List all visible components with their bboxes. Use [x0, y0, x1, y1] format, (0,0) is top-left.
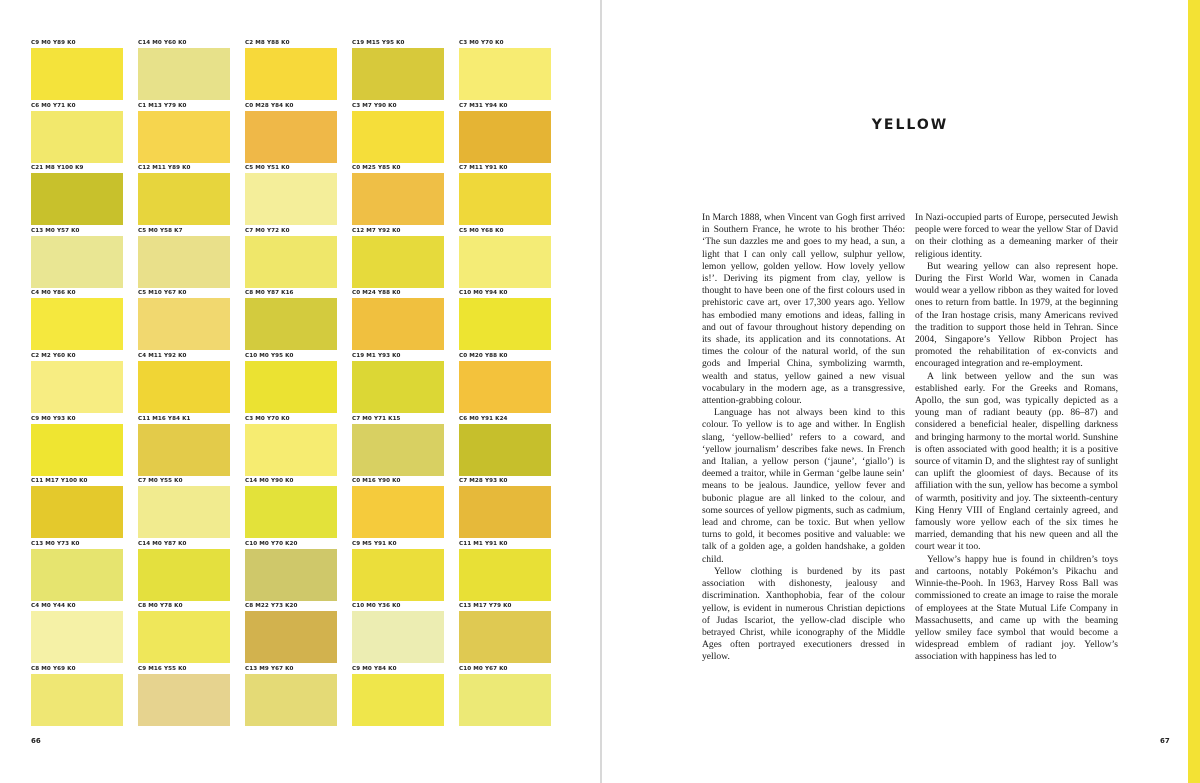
- color-swatch: [245, 298, 337, 350]
- swatch-cell: [459, 228, 551, 290]
- body-paragraph: In March 1888, when Vincent van Gogh first arrived in Southern France, he wrote to his brother Théo: ‘The sun dazzles me and goes to my head, a sun, a light that I can only call yellow, sulphur yellow, lemon yellow, golden yellow. How lovely yellow is!’. Deriving its pigment from clay, yellow is thought to have been one of the first colours used in prehistoric cave art, over 17,300 years ago. Yellow has embodied many emotions and ideas, falling in and out of favour throughout history depending on its shade, its application and its connotations. At times the colour of the natural world, of the sun gods and Imperial China, symbolizing warmth, wealth and status, yellow gained a new visual vocabulary in the modern age, as a transgressive, attention-grabbing colour.: [702, 212, 905, 407]
- swatch-cell: [352, 541, 444, 603]
- color-swatch: [31, 298, 123, 350]
- swatch-label: C4 M11 Y92 K0: [138, 353, 187, 359]
- swatch-cell: [31, 290, 123, 352]
- swatch-label: C11 M16 Y84 K1: [138, 415, 191, 422]
- color-swatch: [31, 361, 123, 413]
- swatch-cell: [459, 40, 551, 102]
- swatch-cell: [31, 228, 123, 290]
- color-swatch: [245, 611, 337, 663]
- swatch-label: C11 M17 Y100 K0: [31, 478, 88, 485]
- swatch-cell: [459, 603, 551, 665]
- color-swatch: [31, 48, 123, 100]
- swatch-label: C0 M16 Y90 K0: [352, 478, 401, 485]
- swatch-label: C5 M0 Y68 K0: [459, 227, 504, 234]
- swatch-label: C7 M31 Y94 K0: [459, 102, 508, 109]
- swatch-label: C14 M0 Y87 K0: [138, 540, 187, 547]
- swatch-label: C13 M0 Y57 K0: [31, 227, 80, 234]
- body-paragraph: In Nazi-occupied parts of Europe, persecuted Jewish people were forced to wear the yellow Star of David on their clothing as a demeaning marker of their religious identity.: [915, 212, 1118, 260]
- swatch-cell: [138, 666, 230, 728]
- swatch-cell: [31, 478, 123, 540]
- swatch-label: C3 M0 Y70 K0: [459, 40, 504, 46]
- color-swatch: [352, 111, 444, 163]
- swatch-label: C6 M0 Y91 K24: [459, 415, 508, 422]
- swatch-cell: [245, 478, 337, 540]
- color-swatch: [138, 674, 230, 726]
- swatch-cell: [138, 353, 230, 415]
- color-swatch: [459, 424, 551, 476]
- swatch-cell: [138, 541, 230, 603]
- swatch-label: C10 M0 Y94 K0: [459, 290, 508, 297]
- swatch-label: C10 M0 Y36 K0: [352, 603, 401, 610]
- color-swatch: [459, 111, 551, 163]
- swatch-label: C13 M0 Y73 K0: [31, 540, 80, 547]
- swatch-label: C10 M0 Y95 K0: [245, 353, 294, 359]
- swatch-cell: [31, 165, 123, 227]
- swatch-label: C11 M1 Y91 K0: [459, 540, 508, 547]
- swatch-cell: [31, 666, 123, 728]
- color-swatch: [352, 236, 444, 288]
- swatch-label: C19 M1 Y93 K0: [352, 353, 401, 359]
- swatch-label: C7 M0 Y71 K15: [352, 415, 401, 422]
- swatch-label: C19 M15 Y95 K0: [352, 40, 405, 46]
- color-swatch: [352, 424, 444, 476]
- page-heading: YELLOW: [871, 117, 949, 133]
- swatch-label: C13 M9 Y67 K0: [245, 666, 294, 672]
- color-swatch: [459, 549, 551, 601]
- color-swatch: [138, 48, 230, 100]
- swatch-label: C5 M0 Y51 K0: [245, 165, 290, 172]
- swatch-label: C8 M0 Y87 K16: [245, 290, 294, 297]
- text-column-1: [702, 212, 905, 664]
- swatch-cell: [138, 416, 230, 478]
- swatch-label: C8 M0 Y69 K0: [31, 666, 76, 672]
- color-swatch: [352, 549, 444, 601]
- color-swatch: [352, 674, 444, 726]
- swatch-cell: [245, 666, 337, 728]
- swatch-label: C14 M0 Y60 K0: [138, 40, 187, 46]
- body-paragraph: Yellow clothing is burdened by its past association with dishonesty, jealousy and discrimination. Xanthophobia, fear of the colour yellow, is evident in numerous Christian depictions of Judas Iscariot, the yellow-clad disciple who betrayed Christ, while iconography of the Middle Ages often portrayed executioners dressed in yellow.: [702, 565, 905, 663]
- swatch-label: C1 M13 Y79 K0: [138, 102, 187, 109]
- swatch-cell: [31, 40, 123, 102]
- swatch-cell: [138, 478, 230, 540]
- swatch-label: C6 M0 Y71 K0: [31, 102, 76, 109]
- swatch-label: C13 M17 Y79 K0: [459, 603, 512, 610]
- swatch-label: C9 M0 Y84 K0: [352, 666, 397, 672]
- swatch-label: C21 M8 Y100 K9: [31, 165, 84, 172]
- swatch-label: C0 M24 Y88 K0: [352, 290, 401, 297]
- swatch-cell: [352, 353, 444, 415]
- swatch-cell: [31, 603, 123, 665]
- swatch-cell: [245, 165, 337, 227]
- swatch-label: C10 M0 Y67 K0: [459, 666, 508, 672]
- swatch-label: C8 M0 Y78 K0: [138, 603, 183, 610]
- swatch-cell: [31, 353, 123, 415]
- color-swatch: [245, 173, 337, 225]
- swatch-cell: [352, 228, 444, 290]
- swatch-label: C0 M28 Y84 K0: [245, 102, 294, 109]
- body-paragraph: But wearing yellow can also represent hope. During the First World War, women in Canada would wear a yellow ribbon as they waited for loved ones to return from battle. In 1979, at the beginning of the Iran hostage crisis, many Americans revived the tradition to support those held in Tehran. Since 2004, Singapore’s Yellow Ribbon Project has promoted the rehabilitation of ex-convicts and encouraged integration and re-employment.: [915, 260, 1118, 370]
- color-swatch: [245, 674, 337, 726]
- color-swatch: [31, 549, 123, 601]
- swatch-cell: [352, 103, 444, 165]
- color-swatch: [31, 111, 123, 163]
- color-swatch: [31, 611, 123, 663]
- color-swatch: [352, 48, 444, 100]
- color-swatch: [138, 424, 230, 476]
- color-swatch: [459, 674, 551, 726]
- color-swatch: [459, 236, 551, 288]
- swatch-label: C9 M5 Y91 K0: [352, 540, 397, 547]
- color-swatch: [138, 236, 230, 288]
- swatch-cell: [459, 165, 551, 227]
- swatch-cell: [31, 416, 123, 478]
- swatch-label: C2 M8 Y88 K0: [245, 40, 290, 46]
- swatch-label: C7 M0 Y55 K0: [138, 478, 183, 485]
- swatch-label: C9 M0 Y89 K0: [31, 40, 76, 46]
- swatch-label: C2 M2 Y60 K0: [31, 353, 76, 359]
- swatch-cell: [245, 353, 337, 415]
- color-swatch: [31, 674, 123, 726]
- yellow-edge-strip: [1188, 0, 1200, 783]
- color-swatch: [352, 486, 444, 538]
- swatch-cell: [459, 478, 551, 540]
- swatch-cell: [245, 416, 337, 478]
- page-number-left: 66: [31, 737, 41, 745]
- swatch-label: C12 M7 Y92 K0: [352, 227, 401, 234]
- swatch-cell: [245, 603, 337, 665]
- swatch-cell: [31, 103, 123, 165]
- swatch-cell: [245, 40, 337, 102]
- color-swatch: [138, 361, 230, 413]
- swatch-cell: [245, 228, 337, 290]
- swatch-cell: [138, 290, 230, 352]
- swatch-cell: [352, 40, 444, 102]
- swatch-cell: [245, 103, 337, 165]
- swatch-cell: [138, 103, 230, 165]
- color-swatch: [138, 298, 230, 350]
- swatch-cell: [352, 290, 444, 352]
- body-paragraph: Yellow’s happy hue is found in children’s toys and cartoons, notably Pokémon’s Pikachu and Winnie-the-Pooh. In 1963, Harvey Ross Ball was commissioned to create an image to raise the morale of employees at the State Mutual Life Company in Massachusetts, and came up with the beaming yellow smiley face symbol that would become a widespread emblem of radiant joy. Yellow’s association with happiness has led to: [915, 553, 1118, 663]
- swatch-cell: [138, 228, 230, 290]
- swatch-label: C7 M11 Y91 K0: [459, 165, 508, 172]
- swatch-cell: [459, 290, 551, 352]
- page-number-right: 67: [1160, 737, 1170, 745]
- swatch-cell: [245, 541, 337, 603]
- color-swatch: [138, 611, 230, 663]
- swatch-label: C5 M10 Y67 K0: [138, 290, 187, 297]
- swatch-cell: [352, 603, 444, 665]
- color-swatch: [459, 486, 551, 538]
- color-swatch: [245, 361, 337, 413]
- swatch-label: C4 M0 Y86 K0: [31, 290, 76, 297]
- color-swatch: [138, 111, 230, 163]
- color-swatch: [31, 424, 123, 476]
- swatch-cell: [459, 103, 551, 165]
- color-swatch: [138, 486, 230, 538]
- color-swatch: [138, 173, 230, 225]
- color-swatch: [352, 611, 444, 663]
- swatch-label: C3 M0 Y70 K0: [245, 415, 290, 422]
- swatch-cell: [138, 165, 230, 227]
- swatch-label: C8 M22 Y73 K20: [245, 603, 298, 610]
- swatch-cell: [352, 666, 444, 728]
- swatch-label: C3 M7 Y90 K0: [352, 102, 397, 109]
- color-swatch: [31, 486, 123, 538]
- swatch-label: C4 M0 Y44 K0: [31, 603, 76, 610]
- swatch-label: C0 M20 Y88 K0: [459, 353, 508, 359]
- color-swatch: [459, 361, 551, 413]
- body-paragraph: Language has not always been kind to this colour. To yellow is to age and wither. In English slang, ‘yellow-bellied’ refers to a coward, and ‘yellow journalism’ describes fake news. In French and Italian, a yellow person (‘jaune’, ‘giallo’) is deemed a traitor, while in German ‘gelbe laune sein’ means to be jealous. Jaundice, yellow fever and bubonic plague are all linked to the colour, and some sources of yellow pigments, such as cadmium, lead and chrome, can be toxic. But when yellow turns to gold, it becomes positive and valuable: we talk of a golden age, a golden handshake, a golden child.: [702, 407, 905, 565]
- swatch-cell: [245, 290, 337, 352]
- swatch-label: C0 M25 Y85 K0: [352, 165, 401, 172]
- color-swatch: [459, 298, 551, 350]
- color-swatch: [352, 298, 444, 350]
- color-swatch: [245, 111, 337, 163]
- swatch-label: C10 M0 Y70 K20: [245, 540, 298, 547]
- color-swatch: [245, 424, 337, 476]
- swatch-cell: [459, 416, 551, 478]
- color-swatch: [352, 361, 444, 413]
- swatch-cell: [459, 666, 551, 728]
- swatch-label: C7 M28 Y93 K0: [459, 478, 508, 485]
- color-swatch: [245, 486, 337, 538]
- swatch-label: C12 M11 Y89 K0: [138, 165, 191, 172]
- color-swatch: [352, 173, 444, 225]
- swatch-label: C9 M16 Y55 K0: [138, 666, 187, 672]
- color-swatch: [245, 236, 337, 288]
- text-column-2: [915, 212, 1118, 664]
- swatch-label: C14 M0 Y90 K0: [245, 478, 294, 485]
- color-swatch: [459, 48, 551, 100]
- swatch-cell: [138, 40, 230, 102]
- swatch-cell: [459, 353, 551, 415]
- swatch-cell: [352, 416, 444, 478]
- body-paragraph: A link between yellow and the sun was established early. For the Greeks and Romans, Apollo, the sun god, was typically depicted as a young man of radiant beauty (pp. 86–87) and considered a beneficial healer, dispelling darkness and bringing harmony to the mortal world. Sunshine is often associated with good health; it is a positive source of vitamin D, and the slightest ray of sunlight can uplift the gloomiest of days. Because of its affiliation with the sun, yellow has become a symbol of warmth, positivity and joy. The sixteenth-century King Henry VIII of England certainly agreed, and famously wore yellow each of the six times he married, demanding that his new queen and all the court wear it too.: [915, 370, 1118, 553]
- swatch-label: C9 M0 Y93 K0: [31, 415, 76, 422]
- swatch-cell: [352, 165, 444, 227]
- color-swatch: [31, 236, 123, 288]
- color-swatch: [138, 549, 230, 601]
- color-swatch: [245, 48, 337, 100]
- swatch-cell: [31, 541, 123, 603]
- color-swatch: [31, 173, 123, 225]
- swatch-cell: [138, 603, 230, 665]
- color-swatch: [459, 173, 551, 225]
- swatch-label: C7 M0 Y72 K0: [245, 227, 290, 234]
- color-swatch: [245, 549, 337, 601]
- swatch-cell: [459, 541, 551, 603]
- swatch-cell: [352, 478, 444, 540]
- swatch-label: C5 M0 Y58 K7: [138, 227, 183, 234]
- color-swatch: [459, 611, 551, 663]
